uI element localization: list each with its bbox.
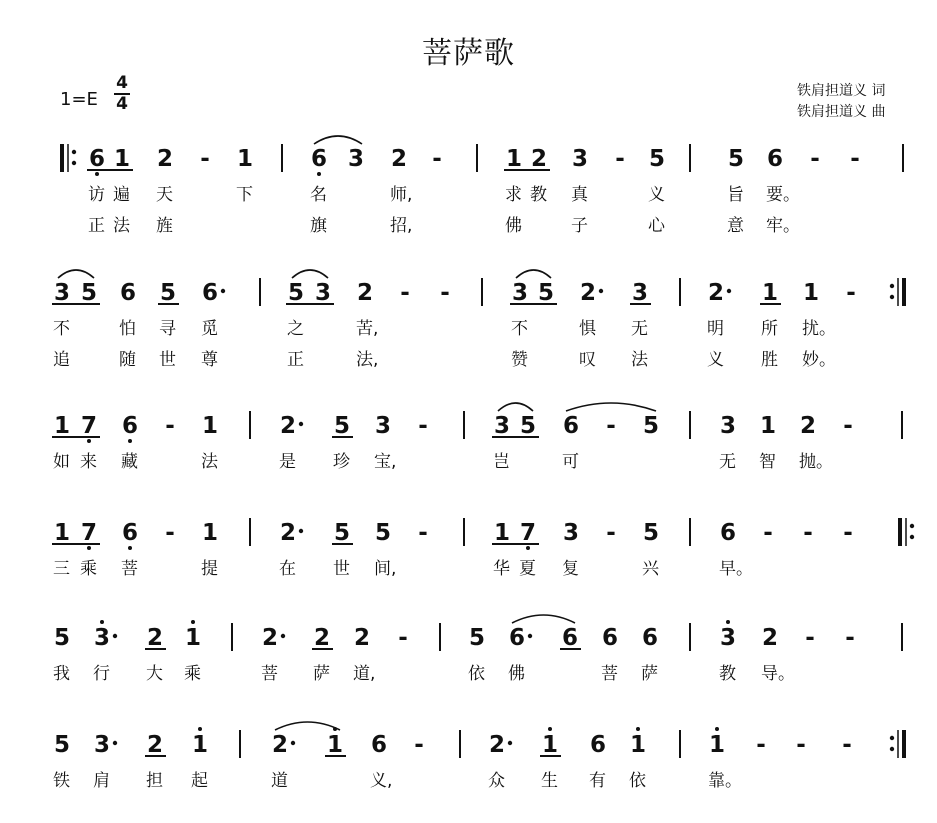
lyric-char: 随 — [119, 350, 136, 370]
dash-mark: - — [440, 280, 450, 306]
lyric-char: 宝, — [374, 452, 397, 472]
lyric-char: 寻 — [159, 319, 176, 339]
high-octave-dot — [715, 727, 719, 731]
note: 3 — [631, 280, 649, 306]
dash-mark: - — [606, 520, 616, 546]
note: 7 — [80, 413, 98, 439]
note: 2 — [761, 625, 779, 651]
note: 2 — [146, 625, 164, 651]
slur — [58, 270, 94, 278]
lyric-char: 正 — [287, 350, 304, 370]
dash-mark: - — [398, 625, 408, 651]
lyric-char: 依 — [629, 771, 646, 791]
note: 2 — [353, 625, 371, 651]
note: 6 — [201, 280, 219, 306]
lyric-char: 心 — [648, 216, 665, 236]
lyric-char: 行 — [93, 664, 110, 684]
lyric-char: 在 — [279, 559, 296, 579]
dash-mark: - — [763, 520, 773, 546]
note: 6 — [88, 146, 106, 172]
lyric-char: 不 — [53, 319, 70, 339]
lyric-char: 如 — [53, 452, 70, 472]
note: 1 — [53, 520, 71, 546]
lyric-char: 法 — [201, 452, 218, 472]
note: 1 — [802, 280, 820, 306]
note: 1 — [113, 146, 131, 172]
lyric-char: 下 — [236, 185, 253, 205]
lyric-char: 间, — [374, 559, 397, 579]
dash-mark: - — [165, 520, 175, 546]
lyric-char: 赞 — [511, 350, 528, 370]
note: 6 — [121, 413, 139, 439]
note: 1 — [53, 413, 71, 439]
note: 2 — [279, 413, 297, 439]
note: 5 — [333, 413, 351, 439]
high-octave-dot — [548, 727, 552, 731]
lyric-char: 来 — [80, 452, 97, 472]
note: 3 — [571, 146, 589, 172]
lyric-char: 无 — [719, 452, 736, 472]
note: 2 — [313, 625, 331, 651]
note: 6 — [508, 625, 526, 651]
lyric-char: 妙。 — [802, 350, 836, 370]
augmentation-dot — [299, 529, 303, 533]
lyric-char: 靠。 — [708, 771, 742, 791]
key-signature: 1=E — [60, 89, 98, 110]
lyric-char: 佛 — [505, 216, 522, 236]
lyric-char: 是 — [279, 452, 296, 472]
lyric-char: 义, — [370, 771, 393, 791]
lyric-char: 访 — [88, 185, 105, 205]
lyric-char: 旨 — [727, 185, 744, 205]
note: 5 — [53, 732, 71, 758]
lyric-char: 扰。 — [802, 319, 836, 339]
note: 2 — [279, 520, 297, 546]
repeat-dot — [72, 150, 76, 154]
lyric-char: 义 — [648, 185, 665, 205]
dash-mark: - — [165, 413, 175, 439]
note: 3 — [93, 732, 111, 758]
lyric-char: 众 — [488, 771, 505, 791]
dash-mark: - — [846, 280, 856, 306]
low-octave-dot — [526, 546, 530, 550]
lyric-char: 天 — [156, 185, 173, 205]
lyric-char: 求 — [505, 185, 522, 205]
meter-bottom: 4 — [116, 94, 128, 114]
note: 5 — [333, 520, 351, 546]
note: 6 — [121, 520, 139, 546]
note: 3 — [347, 146, 365, 172]
note: 3 — [493, 413, 511, 439]
augmentation-dot — [508, 741, 512, 745]
augmentation-dot — [281, 634, 285, 638]
repeat-dot — [890, 747, 894, 751]
lyric-char: 惧 — [579, 319, 596, 339]
note: 2 — [271, 732, 289, 758]
lyric-char: 苦, — [356, 319, 379, 339]
lyric-char: 真 — [571, 185, 588, 205]
lyric-char: 要。 — [766, 185, 800, 205]
lyric-char: 意 — [727, 216, 744, 236]
song-title: 菩萨歌 — [422, 36, 515, 71]
lyric-char: 法 — [631, 350, 648, 370]
lyric-char: 牢。 — [766, 216, 800, 236]
note: 3 — [374, 413, 392, 439]
high-octave-dot — [198, 727, 202, 731]
lyric-char: 兴 — [642, 559, 659, 579]
dash-mark: - — [810, 146, 820, 172]
high-octave-dot — [726, 620, 730, 624]
lyric-char: 岂 — [493, 452, 510, 472]
lyric-char: 铁 — [53, 771, 70, 791]
lyric-char: 觅 — [201, 319, 218, 339]
note: 1 — [493, 520, 511, 546]
note: 3 — [53, 280, 71, 306]
lyric-char: 依 — [468, 664, 485, 684]
lyric-char: 菩 — [121, 559, 138, 579]
lyric-char: 抛。 — [799, 452, 833, 472]
slur — [498, 403, 533, 411]
lyric-char: 复 — [562, 559, 579, 579]
dash-mark: - — [843, 413, 853, 439]
note: 1 — [201, 520, 219, 546]
note: 5 — [642, 413, 660, 439]
lyric-char: 义 — [707, 350, 724, 370]
augmentation-dot — [528, 634, 532, 638]
lyric-char: 旗 — [310, 216, 327, 236]
note: 6 — [589, 732, 607, 758]
low-octave-dot — [128, 546, 132, 550]
note: 5 — [727, 146, 745, 172]
lyric-char: 教 — [530, 185, 547, 205]
note: 2 — [261, 625, 279, 651]
lyric-char: 教 — [719, 664, 736, 684]
note: 1 — [326, 732, 344, 758]
lyric-char: 珍 — [333, 452, 350, 472]
dash-mark: - — [803, 520, 813, 546]
note: 2 — [488, 732, 506, 758]
lyric-char: 世 — [159, 350, 176, 370]
repeat-dot — [72, 161, 76, 165]
note: 1 — [629, 732, 647, 758]
lyric-char: 正 — [88, 216, 105, 236]
note: 2 — [530, 146, 548, 172]
note: 3 — [562, 520, 580, 546]
lyric-char: 叹 — [579, 350, 596, 370]
lyric-char: 萨 — [641, 664, 658, 684]
slur — [275, 722, 340, 730]
lyric-char: 之 — [287, 319, 304, 339]
lyric-char: 道 — [271, 771, 288, 791]
dash-mark: - — [845, 625, 855, 651]
note: 6 — [561, 625, 579, 651]
composer-credit: 铁肩担道义 曲 — [797, 104, 886, 120]
lyric-char: 夏 — [519, 559, 536, 579]
dash-mark: - — [843, 520, 853, 546]
dash-mark: - — [615, 146, 625, 172]
lyric-char: 尊 — [201, 350, 218, 370]
note: 1 — [236, 146, 254, 172]
meter-top: 4 — [116, 73, 128, 93]
note: 1 — [541, 732, 559, 758]
augmentation-dot — [113, 634, 117, 638]
note: 2 — [579, 280, 597, 306]
lyric-char: 起 — [191, 771, 208, 791]
note: 2 — [707, 280, 725, 306]
lyricist-credit: 铁肩担道义 词 — [797, 83, 886, 99]
note: 2 — [799, 413, 817, 439]
note: 3 — [511, 280, 529, 306]
dash-mark: - — [850, 146, 860, 172]
lyric-char: 道, — [353, 664, 376, 684]
lyric-char: 不 — [511, 319, 528, 339]
low-octave-dot — [95, 172, 99, 176]
note: 6 — [641, 625, 659, 651]
lyric-char: 生 — [541, 771, 558, 791]
lyric-char: 担 — [146, 771, 163, 791]
note: 5 — [53, 625, 71, 651]
note: 5 — [519, 413, 537, 439]
lyric-char: 所 — [761, 319, 778, 339]
lyric-char: 遍 — [113, 185, 130, 205]
lyric-char: 子 — [571, 216, 588, 236]
lyric-char: 导。 — [761, 664, 795, 684]
lyric-char: 师, — [390, 185, 413, 205]
lyric-char: 怕 — [119, 319, 136, 339]
augmentation-dot — [113, 741, 117, 745]
note: 5 — [648, 146, 666, 172]
lyric-char: 有 — [589, 771, 606, 791]
note: 6 — [370, 732, 388, 758]
high-octave-dot — [100, 620, 104, 624]
slur — [292, 270, 328, 278]
note: 1 — [184, 625, 202, 651]
note: 3 — [719, 625, 737, 651]
note: 7 — [80, 520, 98, 546]
note: 3 — [719, 413, 737, 439]
dash-mark: - — [418, 413, 428, 439]
slur — [314, 136, 362, 144]
dash-mark: - — [200, 146, 210, 172]
lyric-char: 世 — [333, 559, 350, 579]
note: 5 — [537, 280, 555, 306]
augmentation-dot — [599, 289, 603, 293]
dash-mark: - — [418, 520, 428, 546]
note: 5 — [374, 520, 392, 546]
lyric-char: 胜 — [761, 350, 778, 370]
note: 5 — [159, 280, 177, 306]
note: 3 — [314, 280, 332, 306]
note: 2 — [146, 732, 164, 758]
dash-mark: - — [432, 146, 442, 172]
lyric-char: 肩 — [93, 771, 110, 791]
augmentation-dot — [221, 289, 225, 293]
lyric-char: 名 — [310, 185, 327, 205]
slur — [566, 403, 656, 411]
dash-mark: - — [756, 732, 766, 758]
note: 6 — [719, 520, 737, 546]
augmentation-dot — [727, 289, 731, 293]
note: 6 — [766, 146, 784, 172]
lyric-char: 我 — [53, 664, 70, 684]
note: 5 — [80, 280, 98, 306]
lyric-char: 华 — [493, 559, 510, 579]
lyric-char: 藏 — [121, 452, 138, 472]
note: 1 — [759, 413, 777, 439]
note: 1 — [505, 146, 523, 172]
note: 2 — [390, 146, 408, 172]
note: 1 — [761, 280, 779, 306]
lyric-char: 早。 — [719, 559, 753, 579]
lyric-char: 菩 — [601, 664, 618, 684]
note: 3 — [93, 625, 111, 651]
lyric-char: 智 — [759, 452, 776, 472]
dash-mark: - — [842, 732, 852, 758]
note: 6 — [119, 280, 137, 306]
lyric-char: 法 — [113, 216, 130, 236]
note: 1 — [191, 732, 209, 758]
lyric-char: 大 — [146, 664, 163, 684]
lyric-char: 法, — [356, 350, 379, 370]
lyric-char: 招, — [390, 216, 413, 236]
note: 6 — [310, 146, 328, 172]
lyric-char: 三 — [53, 559, 70, 579]
note: 6 — [562, 413, 580, 439]
low-octave-dot — [317, 172, 321, 176]
repeat-dot — [890, 295, 894, 299]
note: 6 — [601, 625, 619, 651]
lyric-char: 明 — [707, 319, 724, 339]
note: 5 — [642, 520, 660, 546]
low-octave-dot — [87, 546, 91, 550]
note: 2 — [356, 280, 374, 306]
repeat-dot — [910, 524, 914, 528]
repeat-dot — [890, 284, 894, 288]
lyric-char: 乘 — [184, 664, 201, 684]
low-octave-dot — [87, 439, 91, 443]
dash-mark: - — [414, 732, 424, 758]
repeat-dot — [890, 736, 894, 740]
lyric-char: 萨 — [313, 664, 330, 684]
augmentation-dot — [299, 422, 303, 426]
note: 5 — [287, 280, 305, 306]
note: 2 — [156, 146, 174, 172]
repeat-dot — [910, 535, 914, 539]
dash-mark: - — [805, 625, 815, 651]
lyric-char: 无 — [631, 319, 648, 339]
low-octave-dot — [128, 439, 132, 443]
slur — [516, 270, 551, 278]
note: 1 — [201, 413, 219, 439]
high-octave-dot — [636, 727, 640, 731]
lyric-char: 旌 — [156, 216, 173, 236]
lyric-char: 追 — [53, 350, 70, 370]
note: 1 — [708, 732, 726, 758]
high-octave-dot — [191, 620, 195, 624]
dash-mark: - — [796, 732, 806, 758]
lyric-char: 提 — [201, 559, 218, 579]
note: 7 — [519, 520, 537, 546]
dash-mark: - — [400, 280, 410, 306]
note: 5 — [468, 625, 486, 651]
lyric-char: 可 — [562, 452, 579, 472]
augmentation-dot — [291, 741, 295, 745]
lyric-char: 佛 — [508, 664, 525, 684]
slur — [512, 615, 575, 623]
lyric-char: 菩 — [261, 664, 278, 684]
dash-mark: - — [606, 413, 616, 439]
lyric-char: 乘 — [80, 559, 97, 579]
